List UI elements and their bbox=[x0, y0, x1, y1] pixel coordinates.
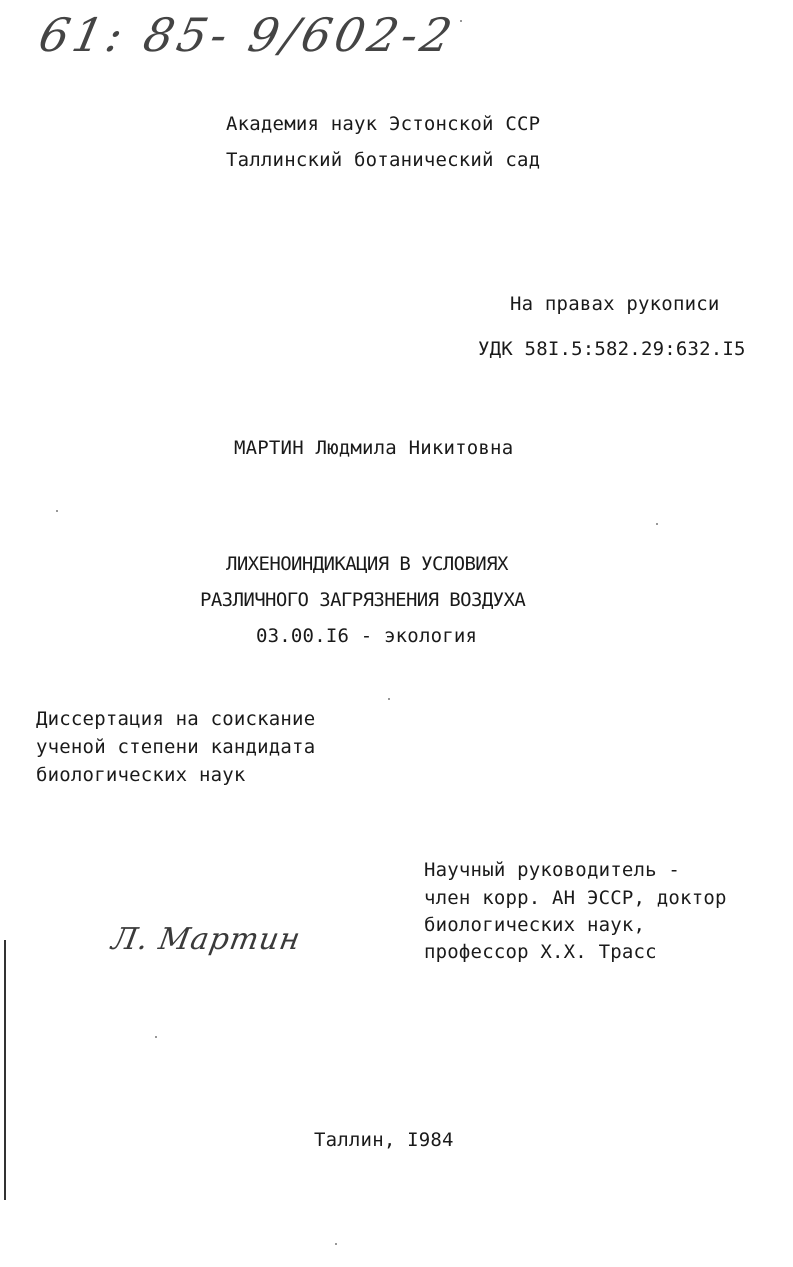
place-and-year: Таллин, I984 bbox=[314, 1129, 454, 1151]
scan-speck bbox=[56, 510, 58, 512]
supervisor-line4: профессор Х.Х. Трасс bbox=[424, 941, 657, 963]
dissertation-title-line2: РАЗЛИЧНОГО ЗАГРЯЗНЕНИЯ ВОЗДУХА bbox=[200, 589, 526, 611]
scan-speck bbox=[155, 1036, 157, 1038]
supervisor-line3: биологических наук, bbox=[424, 914, 646, 936]
scan-edge-line bbox=[4, 940, 6, 1200]
scan-speck bbox=[335, 1243, 337, 1245]
udc-code: УДК 58I.5:582.29:632.I5 bbox=[478, 338, 746, 360]
dissertation-purpose-line2: ученой степени кандидата bbox=[36, 736, 316, 758]
dissertation-purpose-line1: Диссертация на соискание bbox=[36, 708, 316, 730]
supervisor-line2: член корр. АН ЭССР, доктор bbox=[424, 887, 727, 909]
supervisor-line1: Научный руководитель - bbox=[424, 859, 681, 881]
scan-speck bbox=[388, 698, 390, 700]
scan-speck bbox=[656, 523, 658, 525]
academy-name: Академия наук Эстонской ССР bbox=[226, 113, 541, 135]
specialty-code: 03.00.I6 - экология bbox=[256, 625, 478, 647]
author-signature: Л. Мартин bbox=[108, 922, 304, 957]
institution-name: Таллинский ботанический сад bbox=[226, 149, 541, 171]
dissertation-title-line1: ЛИХЕНОИНДИКАЦИЯ В УСЛОВИЯХ bbox=[226, 553, 508, 575]
rights-note: На правах рукописи bbox=[510, 293, 720, 315]
archive-mark: 61: 85- 9/602-2 bbox=[34, 8, 461, 62]
dissertation-purpose-line3: биологических наук bbox=[36, 764, 246, 786]
scan-speck bbox=[460, 20, 462, 22]
author-name: МАРТИН Людмила Никитовна bbox=[234, 437, 514, 459]
